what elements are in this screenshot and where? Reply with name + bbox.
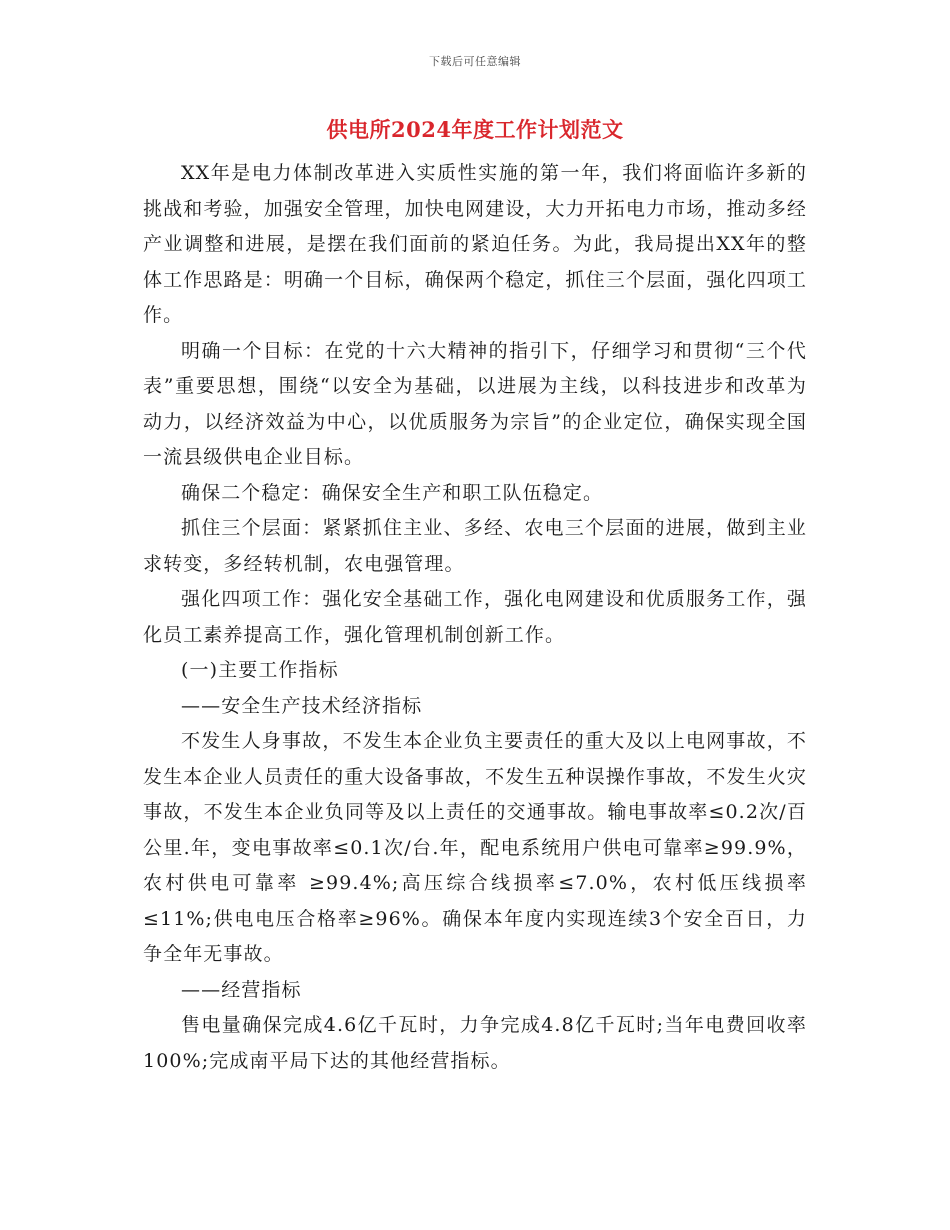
subheading-operation: ——经营指标 <box>181 978 302 1001</box>
paragraph-goal: 明确一个目标：在党的十六大精神的指引下，仔细学习和贯彻“三个代表”重要思想，围绕“以安全为基础，以进展为主线，以科技进步和改革为动力，以经济效益为中心，以优质服务为宗旨”的企业定位，确保实现全国一流县级供电企业目标。 <box>143 339 807 468</box>
section-heading-indicators: (一)主要工作指标 <box>181 659 339 681</box>
paragraph-tasks: 强化四项工作：强化安全基础工作，强化电网建设和优质服务工作，强化员工素养提高工作，强化管理机制创新工作。 <box>143 588 807 646</box>
paragraph-operation: 售电量确保完成4.6亿千瓦时，力争完成4.8亿千瓦时;当年电费回收率100%;完成南平局下达的其他经营指标。 <box>143 1014 807 1072</box>
document-title: 供电所2024年度工作计划范文 <box>326 117 624 142</box>
paragraph-stability: 确保二个稳定：确保安全生产和职工队伍稳定。 <box>181 481 604 504</box>
paragraph-levels: 抓住三个层面：紧紧抓住主业、多经、农电三个层面的进展，做到主业求转变，多经转机制，农电强管理。 <box>143 517 807 575</box>
paragraph-intro: XX年是电力体制改革进入实质性实施的第一年，我们将面临许多新的挑战和考验，加强安全管理，加快电网建设，大力开拓电力市场，推动多经产业调整和进展，是摆在我们面前的紧迫任务。为此，我局提出XX年的整体工作思路是：明确一个目标，确保两个稳定，抓住三个层面，强化四项工作。 <box>143 162 807 326</box>
paragraph-safety: 不发生人身事故，不发生本企业负主要责任的重大及以上电网事故，不发生本企业人员责任的重大设备事故，不发生五种误操作事故，不发生火灾事故，不发生本企业负同等及以上责任的交通事故。输电事故率≤0.2次/百公里.年，变电事故率≤0.1次/台.年，配电系统用户供电可靠率≥99.9%，农村供电可靠率 ≥99.4%;高压综合线损率≤7.0%，农村低压线损率≤11%;供电电压合格率≥96%。确保本年度内实现连续3个安全百日，力争全年无事故。 <box>143 730 807 965</box>
header-note: 下载后可任意编辑 <box>429 55 521 68</box>
document-body <box>143 156 807 1079</box>
subheading-safety: ——安全生产技术经济指标 <box>181 694 423 717</box>
